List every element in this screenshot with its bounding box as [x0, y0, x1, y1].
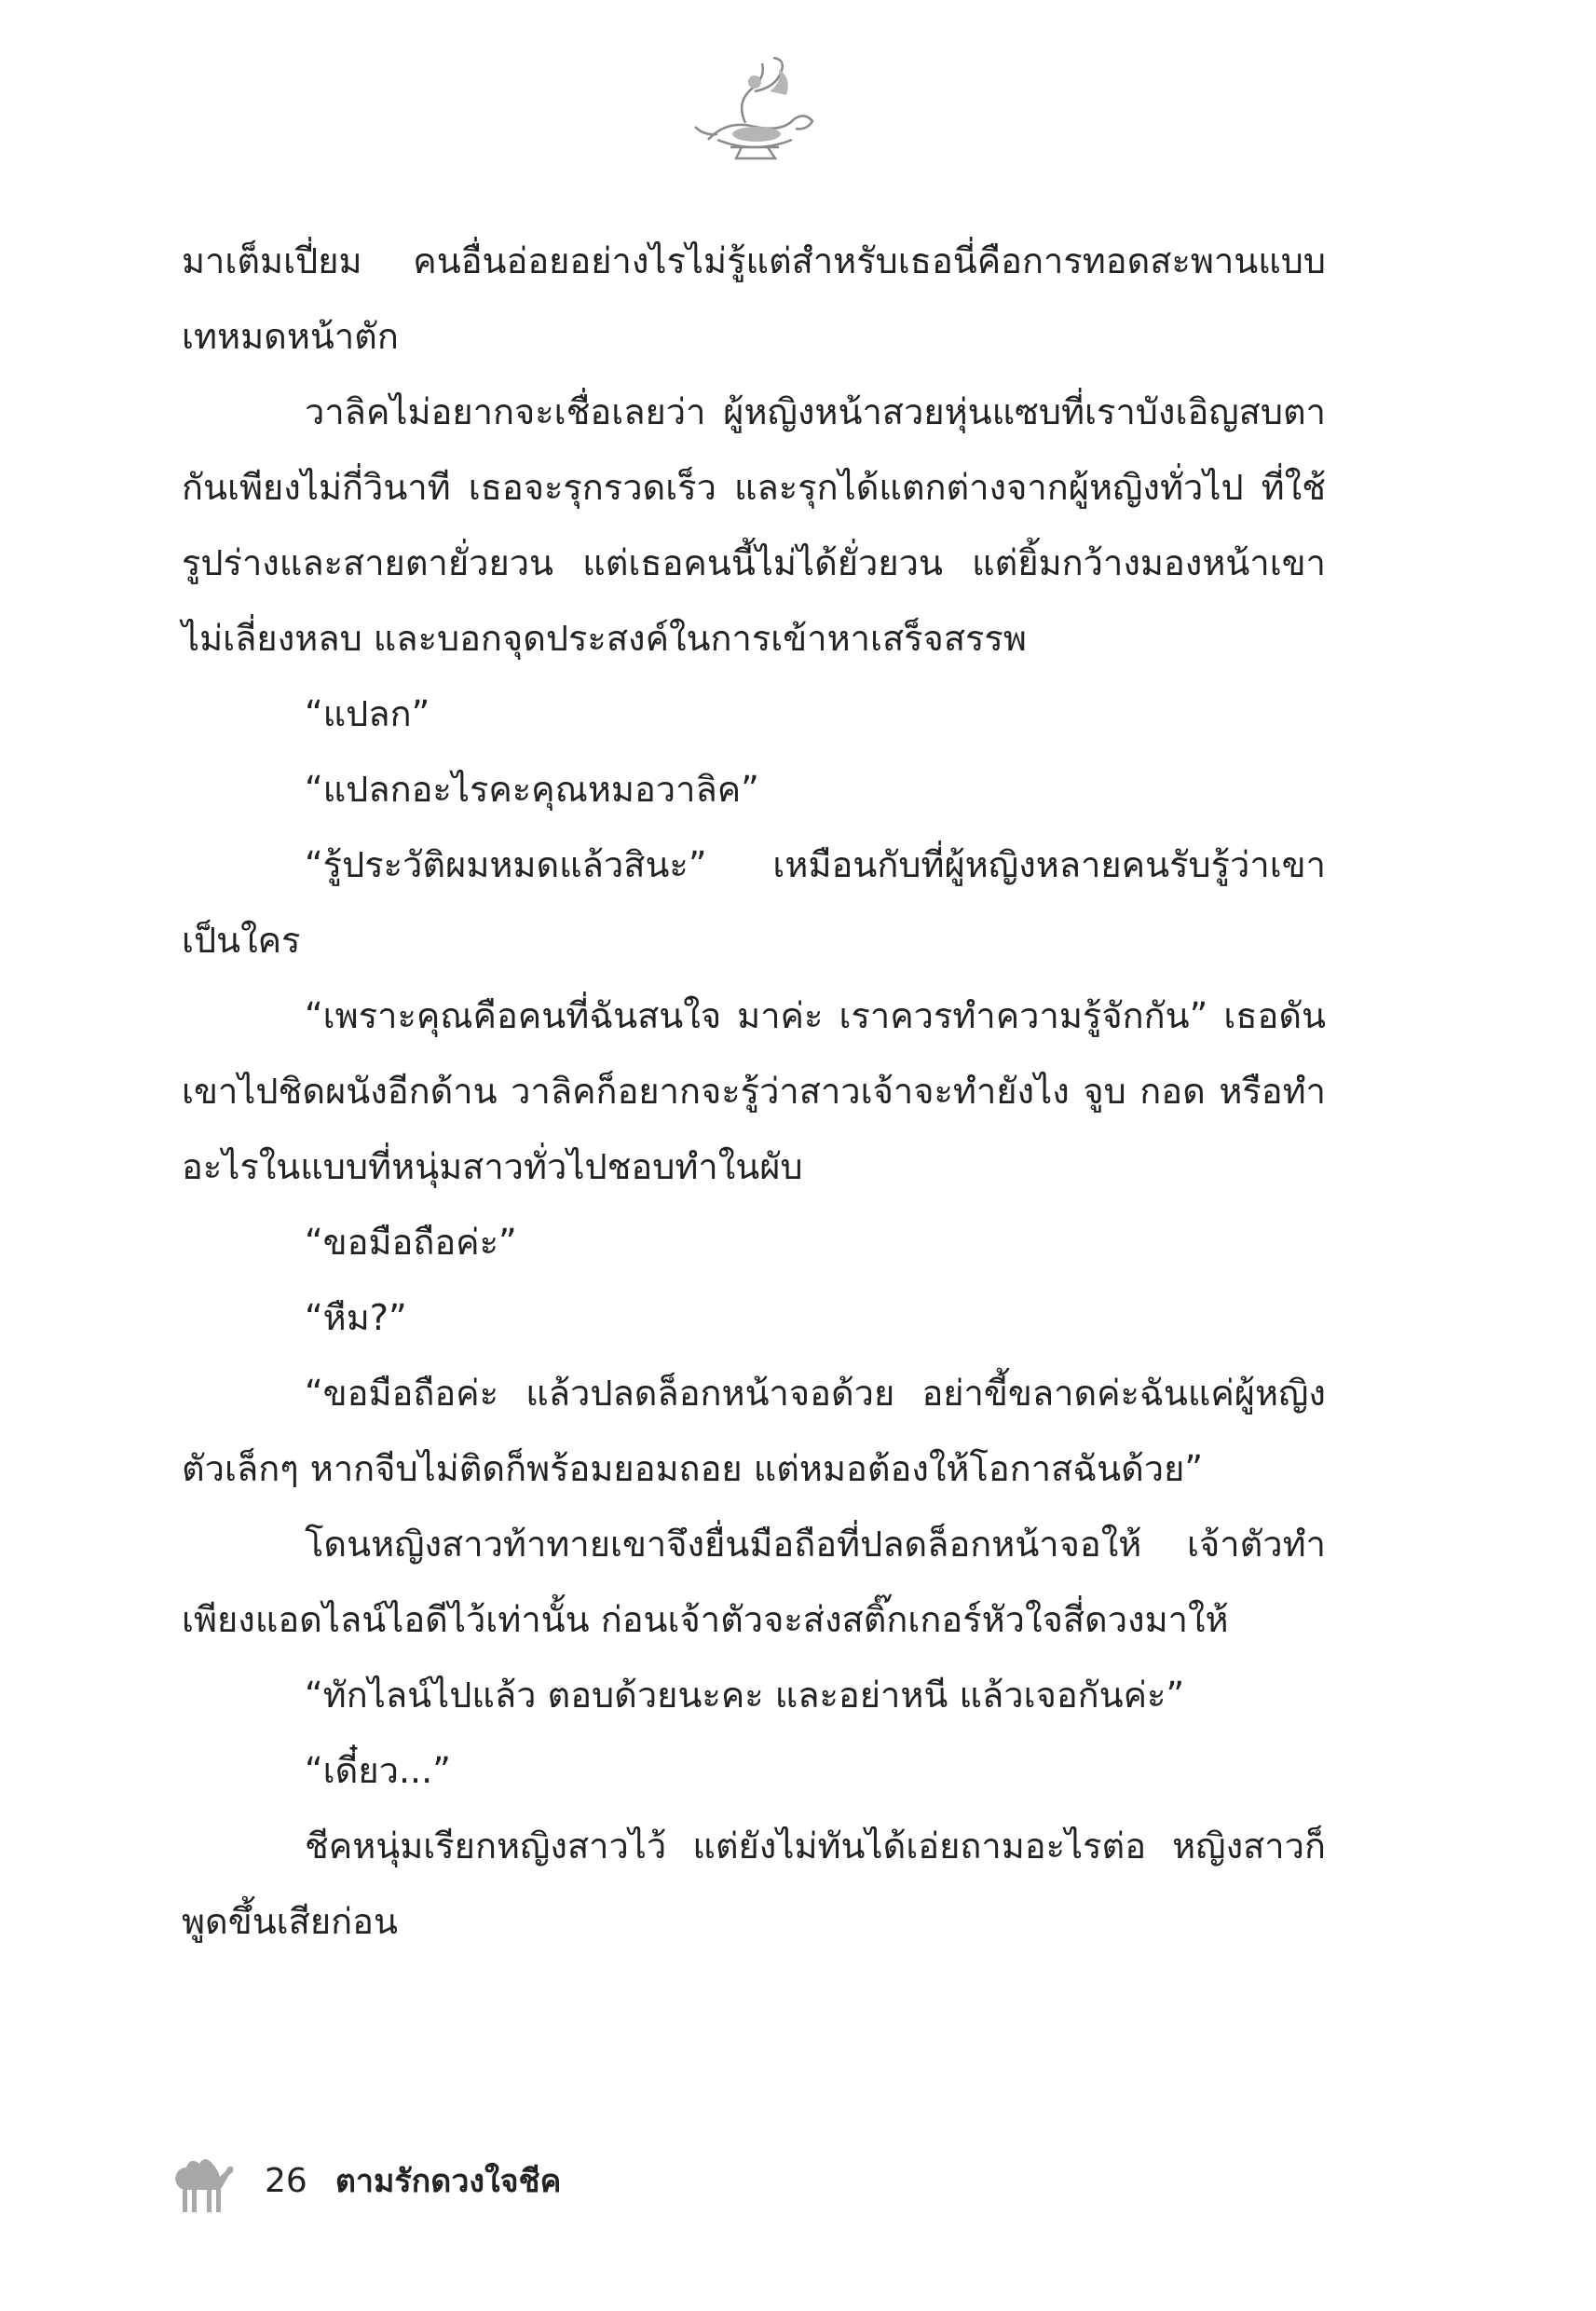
- camel-icon: [168, 2143, 237, 2218]
- body-text: [182, 224, 1326, 1960]
- paragraph: “รู้ประวัติผมหมดแล้วสินะ” เหมือนกับที่ผู้หญิงหลายคนรับรู้ว่าเขาเป็นใคร: [182, 844, 1326, 961]
- paragraph: “ทักไลน์ไปแล้ว ตอบด้วยนะคะ และอย่าหนี แล้วเจอกันค่ะ”: [305, 1675, 1185, 1716]
- paragraph: “เพราะคุณคือคนที่ฉันสนใจ มาค่ะ เราควรทำความรู้จักกัน” เธอดันเขาไปชิดผนังอีกด้าน วาลิคก็อยากจะรู้ว่าสาวเจ้าจะทำยังไง จูบ กอด หรือทำอะไรในแบบที่หนุ่มสาวทั่วไปชอบทำในผับ: [182, 995, 1326, 1187]
- page-footer: [168, 2139, 561, 2222]
- paragraph: “ขอมือถือค่ะ”: [305, 1222, 517, 1263]
- paragraph: “แปลก”: [305, 693, 430, 734]
- genie-lamp-icon: [689, 54, 820, 166]
- paragraph: “แปลกอะไรคะคุณหมอวาลิค”: [305, 769, 759, 810]
- paragraph: โดนหญิงสาวท้าทายเขาจึงยื่นมือถือที่ปลดล็อกหน้าจอให้ เจ้าตัวทำเพียงแอดไลน์ไอดีไว้เท่านั้น ก่อนเจ้าตัวจะส่งสติ๊กเกอร์หัวใจสี่ดวงมาให้: [182, 1524, 1326, 1640]
- page-number: 26: [265, 2161, 307, 2200]
- paragraph: วาลิคไม่อยากจะเชื่อเลยว่า ผู้หญิงหน้าสวยหุ่นแซบที่เราบังเอิญสบตากันเพียงไม่กี่วินาที เธอจะรุกรวดเร็ว และรุกได้แตกต่างจากผู้หญิงทั่วไป ที่ใช้รูปร่างและสายตายั่วยวน แต่เธอคนนี้ไม่ได้ยั่วยวน แต่ยิ้มกว้างมองหน้าเขาไม่เลี่ยงหลบ และบอกจุดประสงค์ในการเข้าหาเสร็จสรรพ: [182, 391, 1326, 659]
- paragraph: “ขอมือถือค่ะ แล้วปลดล็อกหน้าจอด้วย อย่าขี้ขลาดค่ะฉันแค่ผู้หญิงตัวเล็กๆ หากจีบไม่ติดก็พร้อมยอมถอย แต่หมอต้องให้โอกาสฉันด้วย”: [182, 1373, 1326, 1489]
- paragraph: “เดี๋ยว...”: [305, 1750, 451, 1791]
- paragraph: ชีคหนุ่มเรียกหญิงสาวไว้ แต่ยังไม่ทันได้เอ่ยถามอะไรต่อ หญิงสาวก็พูดขึ้นเสียก่อน: [182, 1826, 1326, 1942]
- book-title: ตามรักดวงใจชีค: [334, 2163, 562, 2200]
- paragraph: “หืม?”: [305, 1297, 407, 1338]
- paragraph: มาเต็มเปี่ยม คนอื่นอ่อยอย่างไรไม่รู้แต่สำหรับเธอนี่คือการทอดสะพานแบบเทหมดหน้าตัก: [182, 240, 1326, 357]
